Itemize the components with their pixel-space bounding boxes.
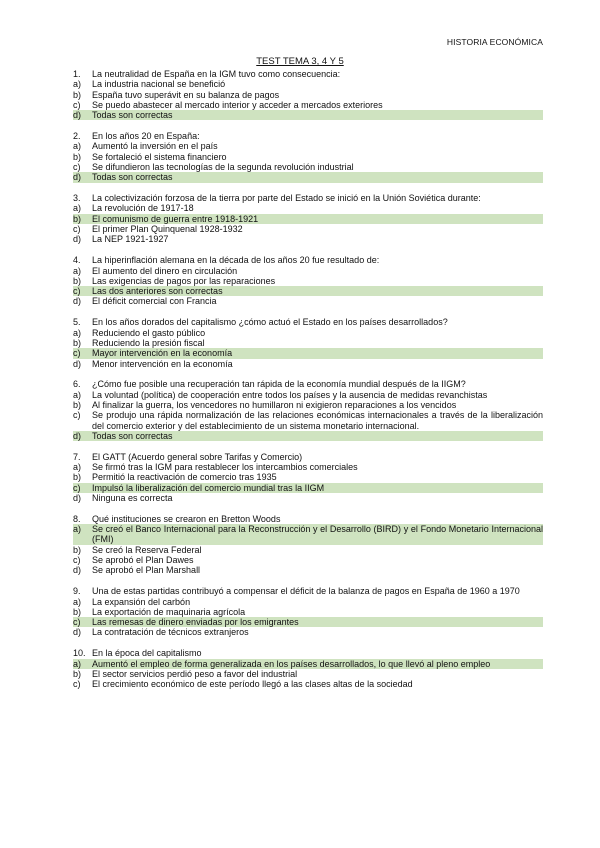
answer-option — [73, 597, 543, 607]
option-letter: d) — [73, 565, 82, 576]
question-block — [73, 452, 543, 503]
document-header: HISTORIA ECONÓMICA — [446, 37, 543, 47]
question-number: 6. — [73, 379, 81, 390]
option-text: Se puedo abastecer al mercado interior y acceder a mercados exteriores — [92, 99, 383, 110]
option-letter: a) — [73, 79, 82, 90]
question-stem — [73, 586, 543, 596]
option-text: La exportación de maquinaria agrícola — [92, 606, 246, 617]
option-letter: b) — [73, 89, 82, 100]
option-text: El aumento del dinero en circulación — [92, 265, 238, 276]
option-text: La revolución de 1917-18 — [92, 203, 194, 214]
answer-option — [73, 100, 543, 110]
option-text: La NEP 1921-1927 — [92, 234, 169, 245]
option-text: Aumentó el empleo de forma generalizada en los países desarrollados, lo que llevó al pleno empleo — [92, 658, 491, 669]
option-text: El comunismo de guerra entre 1918-1921 — [92, 213, 259, 224]
option-text: Se difundieron las tecnologías de la segunda revolución industrial — [92, 161, 354, 172]
option-text: Se firmó tras la IGM para restablecer los intercambios comerciales — [92, 462, 358, 473]
question-text: El GATT (Acuerdo general sobre Tarifas y Comercio) — [92, 451, 303, 462]
answer-option-correct — [73, 659, 543, 669]
option-text: Todas son correctas — [92, 110, 173, 121]
answer-option — [73, 152, 543, 162]
option-text: Se produjo una rápida normalización de las relaciones económicas internacionales a través de la liberalización del comercio exterior y del establecimiento de un sistema monetario internacional. — [92, 410, 543, 431]
option-text: La contratación de técnicos extranjeros — [92, 627, 249, 638]
option-text: La expansión del carbón — [92, 596, 191, 607]
answer-option — [73, 410, 543, 431]
option-letter: c) — [73, 286, 81, 297]
answer-option — [73, 276, 543, 286]
option-text: Menor intervención en la economía — [92, 358, 233, 369]
question-block — [73, 586, 543, 637]
option-text: Se fortaleció el sistema financiero — [92, 151, 227, 162]
option-text: La voluntad (política) de cooperación entre todos los países y la ausencia de medidas revanchistas — [92, 389, 488, 400]
option-text: Las exigencias de pagos por las reparaciones — [92, 275, 276, 286]
answer-option-correct — [73, 110, 543, 120]
option-letter: a) — [73, 327, 82, 338]
option-letter: a) — [73, 462, 82, 473]
answer-option — [73, 328, 543, 338]
question-stem — [73, 648, 543, 658]
question-text: Qué instituciones se crearon en Bretton Woods — [92, 513, 281, 524]
option-text: Ninguna es correcta — [92, 492, 173, 503]
answer-option — [73, 607, 543, 617]
question-block — [73, 193, 543, 244]
answer-option-correct — [73, 214, 543, 224]
answer-option — [73, 627, 543, 637]
option-letter: a) — [73, 389, 82, 400]
option-letter: b) — [73, 472, 82, 483]
question-number: 3. — [73, 193, 81, 204]
option-letter: b) — [73, 668, 82, 679]
option-letter: c) — [73, 161, 81, 172]
answer-option — [73, 472, 543, 482]
answer-option-correct — [73, 617, 543, 627]
option-text: Todas son correctas — [92, 430, 173, 441]
option-letter: c) — [73, 617, 81, 628]
answer-option-correct — [73, 524, 543, 545]
question-text: La hiperinflación alemana en la década de los años 20 fue resultado de: — [92, 255, 380, 266]
option-text: España tuvo superávit en su balanza de pagos — [92, 89, 280, 100]
option-letter: d) — [73, 430, 82, 441]
option-letter: c) — [73, 679, 81, 690]
question-stem — [73, 131, 543, 141]
option-letter: a) — [73, 596, 82, 607]
answer-option — [73, 493, 543, 503]
option-letter: c) — [73, 555, 81, 566]
question-block — [73, 255, 543, 306]
option-letter: b) — [73, 606, 82, 617]
answer-option-correct — [73, 483, 543, 493]
option-text: Permitió la reactivación de comercio tras 1935 — [92, 472, 277, 483]
answer-option — [73, 679, 543, 689]
answer-option — [73, 79, 543, 89]
question-text: En los años dorados del capitalismo ¿cómo actuó el Estado en los países desarrollados? — [92, 317, 448, 328]
option-letter: d) — [73, 172, 82, 183]
option-text: El primer Plan Quinquenal 1928-1932 — [92, 224, 243, 235]
answer-option — [73, 266, 543, 276]
option-text: Las dos anteriores son correctas — [92, 286, 223, 297]
option-text: La industria nacional se benefició — [92, 79, 226, 90]
option-letter: b) — [73, 337, 82, 348]
question-block — [73, 131, 543, 182]
question-text: Una de estas partidas contribuyó a compensar el déficit de la balanza de pagos en España de 1960 a 1970 — [92, 586, 520, 597]
option-text: Impulsó la liberalización del comercio mundial tras la IIGM — [92, 482, 325, 493]
answer-option — [73, 224, 543, 234]
question-block — [73, 648, 543, 689]
option-text: Mayor intervención en la economía — [92, 348, 233, 359]
question-block — [73, 514, 543, 576]
answer-option — [73, 234, 543, 244]
option-letter: d) — [73, 627, 82, 638]
question-stem — [73, 69, 543, 79]
option-letter: b) — [73, 151, 82, 162]
answer-option — [73, 203, 543, 213]
test-title: TEST TEMA 3, 4 Y 5 — [256, 56, 344, 67]
option-letter: a) — [73, 141, 82, 152]
answer-option-correct — [73, 431, 543, 441]
answer-option — [73, 338, 543, 348]
option-text: Todas son correctas — [92, 172, 173, 183]
answer-option — [73, 462, 543, 472]
option-text: El déficit comercial con Francia — [92, 296, 217, 307]
question-text: En la época del capitalismo — [92, 648, 202, 659]
option-letter: d) — [73, 234, 82, 245]
question-number: 10. — [73, 648, 86, 659]
option-text: Aumentó la inversión en el país — [92, 141, 218, 152]
question-text: La colectivización forzosa de la tierra por parte del Estado se inició en la Unión Soviética durante: — [92, 193, 481, 204]
question-number: 8. — [73, 513, 81, 524]
answer-option — [73, 162, 543, 172]
question-number: 1. — [73, 69, 81, 79]
answer-option-correct — [73, 172, 543, 182]
option-letter: d) — [73, 110, 82, 121]
option-text: Al finalizar la guerra, los vencedores no humillaron ni exigieron reparaciones a los vencidos — [92, 399, 457, 410]
option-text: Se aprobó el Plan Marshall — [92, 565, 201, 576]
answer-option-correct — [73, 348, 543, 358]
answer-option — [73, 669, 543, 679]
option-letter: d) — [73, 358, 82, 369]
option-letter: c) — [73, 224, 81, 235]
option-text: Reduciendo el gasto público — [92, 327, 206, 338]
question-stem — [73, 379, 543, 389]
option-letter: c) — [73, 482, 81, 493]
option-letter: a) — [73, 203, 82, 214]
option-letter: d) — [73, 492, 82, 503]
option-letter: b) — [73, 399, 82, 410]
question-number: 4. — [73, 255, 81, 266]
option-letter: b) — [73, 544, 82, 555]
option-letter: a) — [73, 658, 82, 669]
option-text: Las remesas de dinero enviadas por los emigrantes — [92, 617, 299, 628]
option-text: Se aprobó el Plan Dawes — [92, 555, 194, 566]
answer-option — [73, 565, 543, 575]
question-stem — [73, 514, 543, 524]
option-text: El crecimiento económico de este período llegó a las clases altas de la sociedad — [92, 679, 413, 690]
option-letter: c) — [73, 410, 81, 421]
answer-option — [73, 141, 543, 151]
question-list — [73, 69, 543, 700]
question-text: En los años 20 en España: — [92, 131, 200, 142]
answer-option — [73, 545, 543, 555]
question-block — [73, 379, 543, 441]
option-letter: c) — [73, 99, 81, 110]
option-letter: c) — [73, 348, 81, 359]
option-letter: d) — [73, 296, 82, 307]
question-number: 7. — [73, 451, 81, 462]
question-number: 5. — [73, 317, 81, 328]
option-letter: b) — [73, 213, 82, 224]
answer-option-correct — [73, 286, 543, 296]
option-text: Se creó el Banco Internacional para la Reconstrucción y el Desarrollo (BIRD) y el Fondo Monetario Internacional (FMI) — [92, 524, 543, 545]
question-text: ¿Cómo fue posible una recuperación tan rápida de la economía mundial después de la IIGM? — [92, 379, 466, 390]
question-number: 2. — [73, 131, 81, 142]
question-stem — [73, 193, 543, 203]
question-stem — [73, 317, 543, 327]
question-number: 9. — [73, 586, 81, 597]
option-letter: a) — [73, 524, 82, 535]
question-block — [73, 69, 543, 120]
option-text: El sector servicios perdió peso a favor del industrial — [92, 668, 298, 679]
option-text: Se creó la Reserva Federal — [92, 544, 202, 555]
option-letter: a) — [73, 265, 82, 276]
option-text: Reduciendo la presión fiscal — [92, 337, 205, 348]
option-letter: b) — [73, 275, 82, 286]
question-stem — [73, 255, 543, 265]
answer-option — [73, 90, 543, 100]
answer-option — [73, 296, 543, 306]
answer-option — [73, 359, 543, 369]
answer-option — [73, 555, 543, 565]
question-text: La neutralidad de España en la IGM tuvo como consecuencia: — [92, 69, 341, 79]
answer-option — [73, 400, 543, 410]
question-block — [73, 317, 543, 368]
question-stem — [73, 452, 543, 462]
answer-option — [73, 390, 543, 400]
